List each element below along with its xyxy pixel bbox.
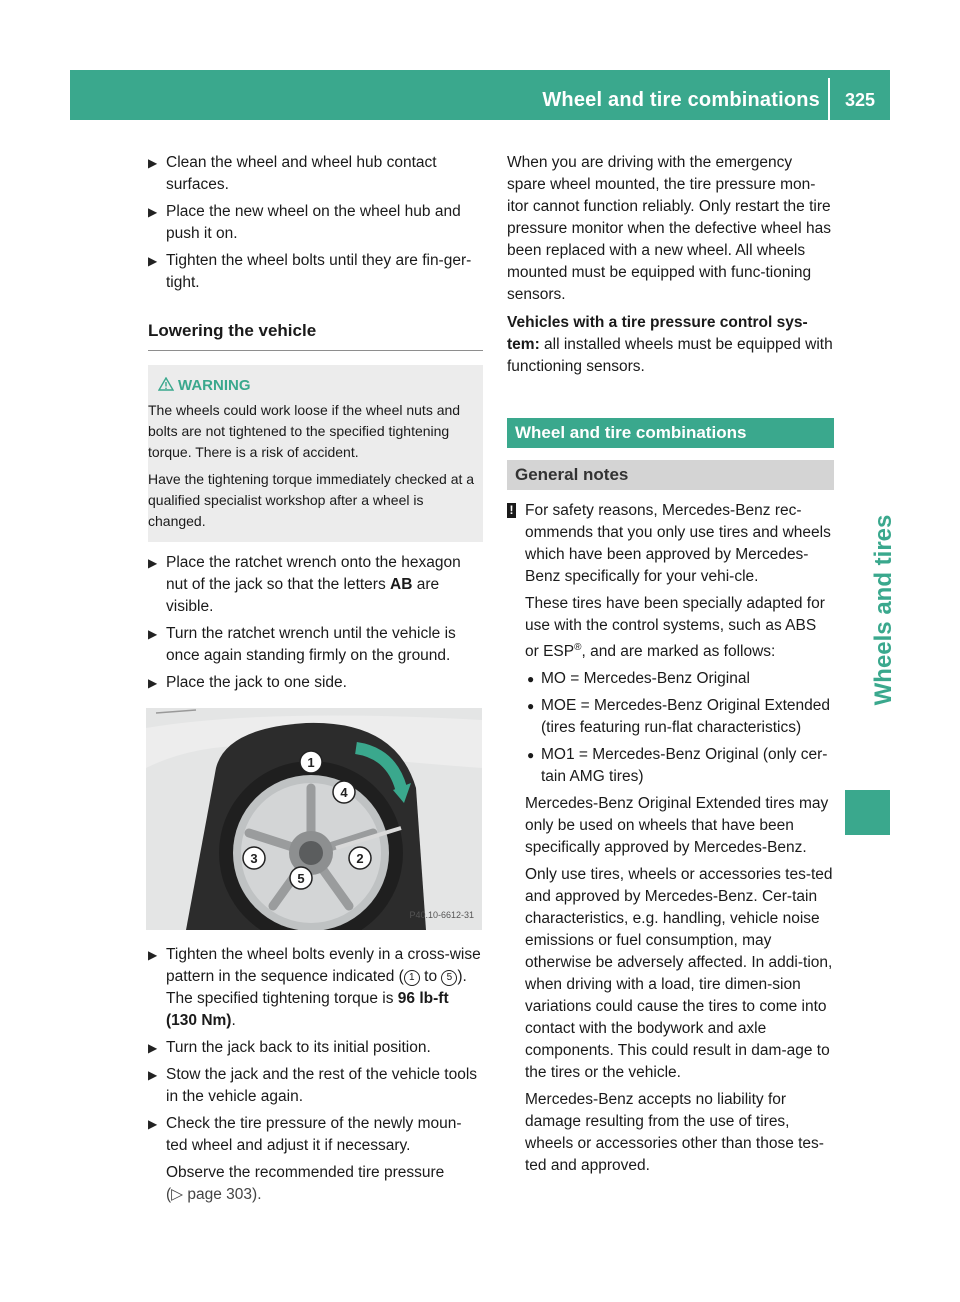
step-note: Observe the recommended tire pressure (▷ page 303).: [166, 1164, 445, 1203]
step-item: ▶ Place the new wheel on the wheel hub and push it on.: [148, 203, 461, 242]
note-block: [507, 500, 834, 1177]
warning-triangle-icon: [158, 377, 174, 391]
note-text: Only use tires, wheels or accessories tes-ted and approved by Mercedes-Benz. Cer-tain characteristics, e.g. handling, vehicle noise emissions or fuel consumption, may otherwise be adversely affected. In addi-tion, when driving with a load, tire dimen-sion variations could cause the tires to come into contact with the bodywork and axle components. This could result in dam-age to the tires or the vehicle.: [525, 866, 833, 1082]
warning-header: [148, 375, 475, 396]
note-text: For safety reasons, Mercedes-Benz rec-ommends that you only use tires and wheels which have been approved by Mercedes-Benz specifically for your vehi-cle.: [525, 502, 831, 585]
section-heading-lowering: Lowering the vehicle: [148, 320, 483, 351]
wheel-figure: [146, 708, 482, 930]
bullet-icon: ●: [527, 672, 535, 687]
wheel-illustration: [146, 708, 482, 930]
bullet-icon: ●: [527, 748, 535, 763]
callout-label: 3: [250, 851, 258, 866]
page-number: 325: [844, 90, 876, 110]
list-item: ● MO = Mercedes-Benz Original: [525, 668, 834, 690]
list-item: ● MO1 = Mercedes-Benz Original (only cer-tain AMG tires): [527, 746, 828, 786]
warning-box: [148, 365, 483, 542]
step-arrow-icon: ▶: [148, 254, 158, 268]
warning-text: Have the tightening torque immediately checked at a qualified specialist workshop after a wheel is changed.: [148, 471, 475, 529]
step-arrow-icon: ▶: [148, 676, 158, 690]
callout-label: 4: [340, 785, 348, 800]
step-item: ▶ Place the ratchet wrench onto the hexagon nut of the jack so that the letters AB are visible.: [148, 554, 461, 615]
left-column: [148, 152, 483, 1211]
step-item: ▶ Check the tire pressure of the newly moun-ted wheel and adjust it if necessary.: [148, 1115, 462, 1154]
bullet-icon: ●: [527, 699, 535, 714]
section-heading-combinations: Wheel and tire combinations: [507, 418, 834, 448]
page-header: [70, 70, 890, 120]
intro-paragraph: When you are driving with the emergency spare wheel mounted, the tire pressure mon-itor cannot function reliably. Only restart the tire pressure monitor when the defective wheel has been replaced with a new wheel. All wheels mounted must be equipped with func-tioning sensors.: [507, 154, 831, 303]
step-item: ▶ Stow the jack and the rest of the vehicle tools in the vehicle again.: [148, 1066, 478, 1105]
step-arrow-icon: ▶: [148, 556, 158, 570]
tpc-paragraph: Vehicles with a tire pressure control sys-tem: all installed wheels must be equipped with functioning sensors.: [507, 314, 833, 375]
step-item: ▶ Tighten the wheel bolts until they are fin-ger-tight.: [148, 252, 472, 291]
step-arrow-icon: ▶: [148, 1117, 158, 1131]
right-column: [507, 152, 834, 1182]
header-title: Wheel and tire combinations: [542, 89, 820, 111]
step-item: ▶ Turn the ratchet wrench until the vehicle is once again standing firmly on the ground.: [148, 625, 456, 664]
side-tab-label: Wheels and tires: [870, 514, 897, 706]
warning-label: WARNING: [178, 377, 251, 394]
warning-text: The wheels could work loose if the wheel nuts and bolts are not tightened to the specified tightening torque. There is a risk of accident.: [148, 402, 461, 460]
callout-label: 5: [297, 871, 305, 886]
step-arrow-icon: ▶: [148, 627, 158, 641]
letters-ab: AB: [390, 576, 413, 593]
subsection-heading-general-notes: General notes: [507, 460, 834, 490]
callout-ref: 1: [404, 970, 420, 986]
step-item: ▶ Tighten the wheel bolts evenly in a cross-wise pattern in the sequence indicated ( 1 to 5 ). The specified tightening torque is 96 lb-ft (130 Nm).: [148, 946, 481, 1029]
note-exclamation-icon: !: [507, 503, 516, 518]
step-arrow-icon: ▶: [148, 205, 158, 219]
note-text: These tires have been specially adapted for use with the control systems, such as ABS or ESP®, and are marked as follows:: [525, 595, 825, 661]
page-reference-link[interactable]: (▷ page 303).: [166, 1186, 262, 1203]
callout-label: 1: [307, 755, 315, 770]
note-text: Mercedes-Benz accepts no liability for damage resulting from the use of tires, wheels or accessories other than those tes-ted and approved.: [525, 1091, 824, 1175]
step-item: ▶ Turn the jack back to its initial position.: [148, 1037, 483, 1059]
step-arrow-icon: ▶: [148, 1041, 158, 1055]
callout-ref: 5: [441, 970, 457, 986]
step-arrow-icon: ▶: [148, 948, 158, 962]
note-text: Mercedes-Benz Original Extended tires may only be used on wheels that have been specifically approved by Mercedes-Benz.: [525, 795, 829, 857]
side-tab-marker: [845, 790, 890, 835]
step-item: ▶ Place the jack to one side.: [148, 672, 483, 694]
step-arrow-icon: ▶: [148, 1068, 158, 1082]
side-tab: [870, 460, 897, 760]
figure-code: P40.10-6612-31: [409, 910, 474, 920]
torque-value: 96 lb-ft (130 Nm): [166, 990, 449, 1029]
step-item: ▶ Clean the wheel and wheel hub contact surfaces.: [148, 154, 437, 193]
callout-label: 2: [356, 851, 364, 866]
list-item: ● MOE = Mercedes-Benz Original Extended (tires featuring run-flat characteristics): [527, 697, 831, 737]
step-arrow-icon: ▶: [148, 156, 158, 170]
